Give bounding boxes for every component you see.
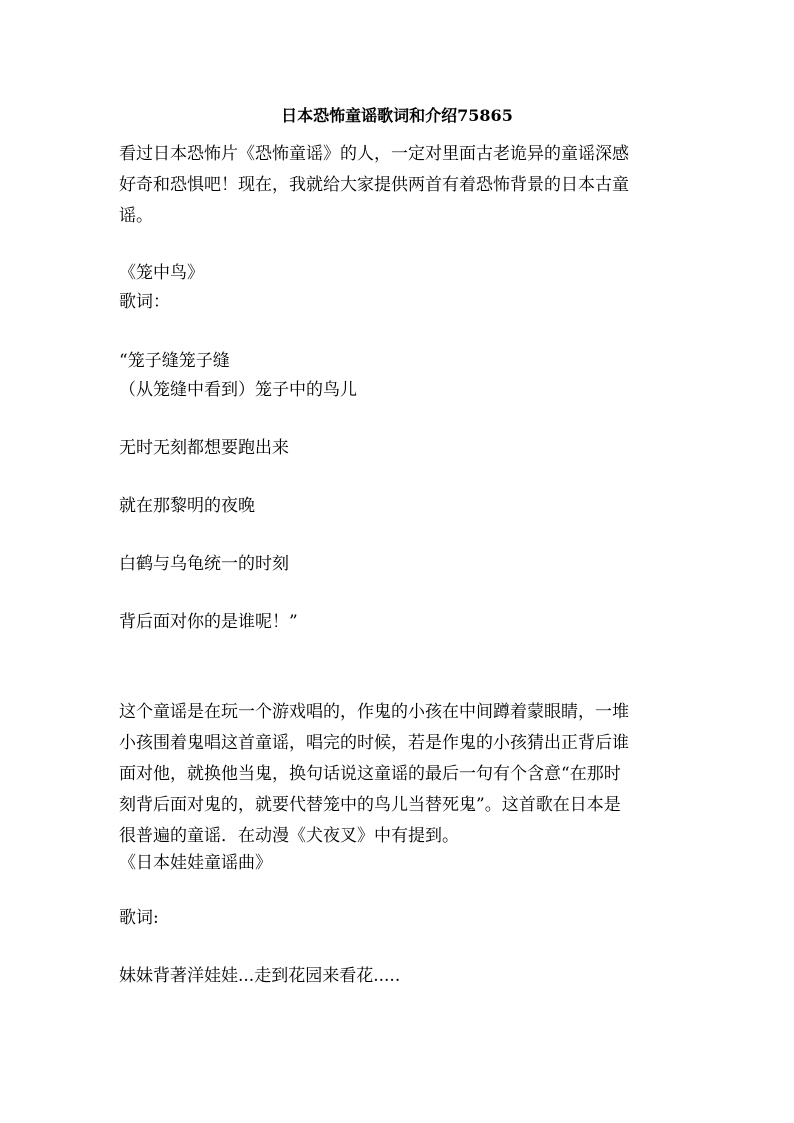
document-title: 日本恐怖童谣歌词和介绍75865: [281, 106, 513, 125]
song-title-doll: 《日本娃娃童谣曲》: [119, 853, 272, 873]
lyric-line: 就在那黎明的夜晚: [119, 496, 255, 516]
lyric-line: 背后面对你的是谁呢！”: [119, 612, 298, 632]
lyric-line: 无时无刻都想要跑出来: [119, 438, 289, 458]
explanation-line: 小孩围着鬼唱这首童谣，唱完的时候，若是作鬼的小孩猜出正背后谁: [119, 733, 629, 753]
explanation-line: 这个童谣是在玩一个游戏唱的，作鬼的小孩在中间蹲着蒙眼睛，一堆: [119, 702, 629, 722]
intro-line: 看过日本恐怖片《恐怖童谣》的人，一定对里面古老诡异的童谣深感: [119, 144, 629, 164]
intro-line: 好奇和恐惧吧！现在，我就给大家提供两首有着恐怖背景的日本古童: [119, 175, 629, 195]
lyric-line: （从笼缝中看到）笼子中的鸟儿: [119, 380, 357, 400]
explanation-line: 很普遍的童谣．在动漫《犬夜叉》中有提到。: [119, 826, 459, 846]
explanation-line: 刻背后面对鬼的，就要代替笼中的鸟儿当替死鬼”。这首歌在日本是: [119, 795, 621, 815]
lyric-line: 白鹤与乌龟统一的时刻: [119, 554, 289, 574]
lyric-line: 妹妹背著洋娃娃...走到花园来看花.....: [119, 966, 401, 986]
lyrics-label: 歌词：: [119, 292, 170, 312]
song-title-cage-bird: 《笼中鸟》: [119, 263, 204, 283]
lyrics-label: 歌词:: [119, 908, 159, 928]
explanation-line: 面对他，就换他当鬼，换句话说这童谣的最后一句有个含意“在那时: [119, 764, 621, 784]
intro-line: 谣。: [119, 206, 153, 226]
lyric-line: “笼子缝笼子缝: [119, 351, 230, 371]
